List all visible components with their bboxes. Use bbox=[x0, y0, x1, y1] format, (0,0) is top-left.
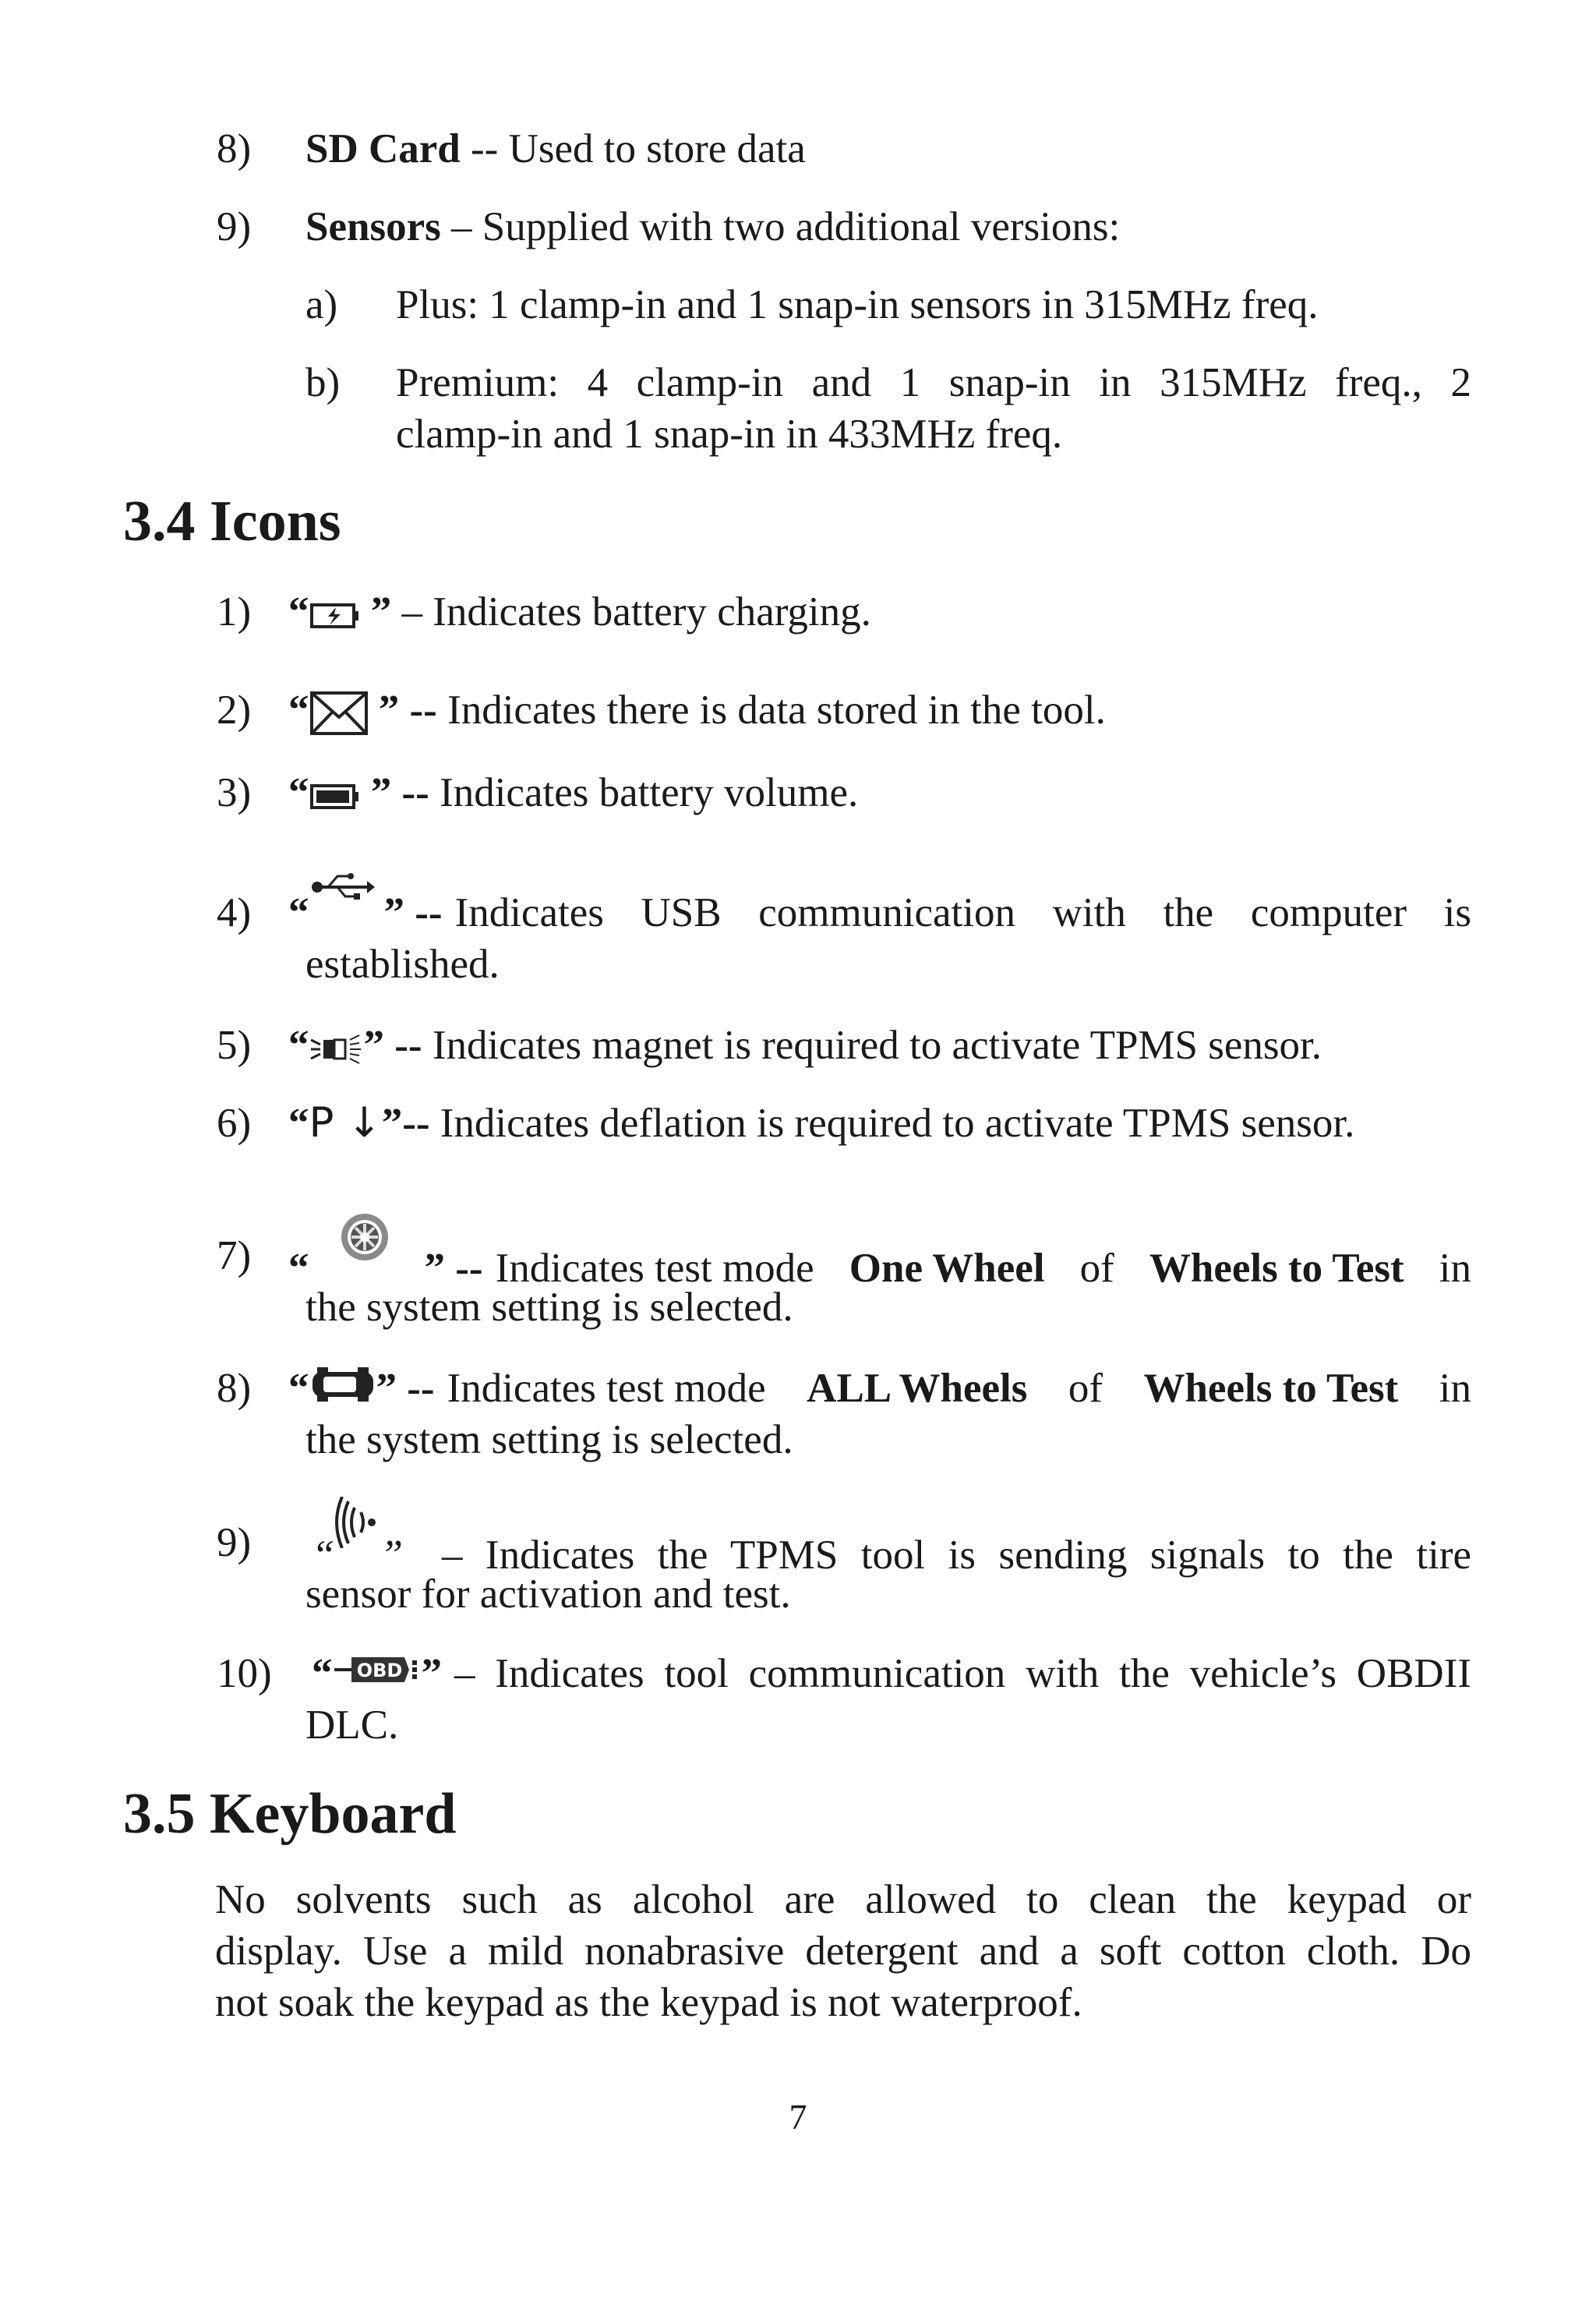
list-item bbox=[305, 201, 1120, 253]
paragraph-line: display. Use a mild nonabrasive detergent and a soft cotton cloth. Do bbox=[215, 1929, 1471, 1974]
deflation-icon: P ↓ bbox=[309, 1099, 382, 1147]
icon-item: “ ” -- Indicates there is data stored in the tool. bbox=[288, 684, 1106, 736]
obd-label: OBD bbox=[356, 1660, 402, 1681]
icon-description-line2: established. bbox=[305, 942, 500, 987]
list-number: 5) bbox=[217, 1023, 252, 1068]
sublist-item-line1: Premium: 4 clamp-in and 1 snap-in in 315MHz freq., 2 bbox=[396, 360, 1471, 405]
list-number: 9) bbox=[217, 204, 252, 249]
sublist-item-line2: clamp-in and 1 snap-in in 433MHz freq. bbox=[396, 412, 1063, 457]
icon-description-line1: Indicates test mode ALL Wheels of Wheels to Test in bbox=[447, 1366, 1471, 1411]
icon-description-line1: Indicates USB communication with the computer is bbox=[454, 890, 1471, 935]
section-heading-keyboard: 3.5 Keyboard bbox=[123, 1782, 457, 1846]
list-number: 8) bbox=[217, 126, 252, 171]
battery-charging-icon bbox=[309, 600, 361, 631]
sublist-letter: a) bbox=[305, 282, 338, 327]
icon-item: “ ” -- Indicates magnet is required to activate TPMS sensor. bbox=[288, 1023, 1322, 1068]
icon-description: – Indicates battery charging. bbox=[391, 589, 871, 635]
car-icon bbox=[309, 1367, 376, 1402]
item-term: SD Card bbox=[305, 126, 461, 171]
icon-item: “ ” -- Indicates test mode One Wheel of Wheels to Test in bbox=[288, 1230, 1471, 1294]
obd-icon bbox=[333, 1653, 422, 1687]
list-number: 7) bbox=[217, 1233, 252, 1278]
icon-item: “P ↓”-- Indicates deflation is required to activate TPMS sensor. bbox=[288, 1099, 1355, 1147]
icon-description-line1: – Indicates tool communication with the vehicle’s OBDII bbox=[454, 1651, 1471, 1696]
magnet-icon bbox=[309, 1032, 364, 1066]
icon-description-line2: sensor for activation and test. bbox=[305, 1571, 791, 1617]
icon-description-line1: – Indicates the TPMS tool is sending signals to the tire bbox=[441, 1533, 1471, 1578]
icon-item: “ ” -- Indicates USB communication with the computer is bbox=[288, 887, 1471, 939]
sublist-letter: b) bbox=[305, 360, 341, 405]
list-number: 2) bbox=[217, 688, 252, 733]
wheel-icon bbox=[339, 1211, 390, 1263]
list-number: 3) bbox=[217, 770, 252, 815]
item-term: Sensors bbox=[305, 204, 441, 249]
icon-description-line2: the system setting is selected. bbox=[305, 1417, 793, 1462]
icon-item: “ ” – Indicates battery charging. bbox=[288, 589, 871, 635]
paragraph-line: not soak the keypad as the keypad is not waterproof. bbox=[215, 1980, 1082, 2025]
signal-icon bbox=[334, 1497, 380, 1548]
icon-description-line1: Indicates test mode One Wheel of Wheels to Test in bbox=[495, 1246, 1471, 1291]
section-heading-icons: 3.4 Icons bbox=[123, 490, 341, 553]
list-number: 8) bbox=[217, 1366, 252, 1411]
icon-description: Indicates magnet is required to activate TPMS sensor. bbox=[422, 1023, 1322, 1068]
sublist-item: Plus: 1 clamp-in and 1 snap-in sensors in 315MHz freq. bbox=[396, 282, 1319, 327]
item-description: -- Used to store data bbox=[460, 126, 806, 171]
icon-item: “ ” – Indicates the TPMS tool is sending signals to the tire bbox=[312, 1517, 1471, 1581]
icon-description-line2: DLC. bbox=[305, 1702, 399, 1748]
icon-description: Indicates battery volume. bbox=[429, 770, 859, 815]
list-item bbox=[305, 123, 806, 175]
item-description: – Supplied with two additional versions: bbox=[440, 204, 1121, 249]
icon-item: “ ” -- Indicates battery volume. bbox=[288, 770, 859, 815]
envelope-icon bbox=[309, 691, 369, 736]
list-number: 4) bbox=[217, 890, 252, 935]
icon-description-line2: the system setting is selected. bbox=[305, 1285, 793, 1330]
icon-description: Indicates there is data stored in the tool. bbox=[436, 688, 1106, 733]
icon-item: “ ” -- Indicates test mode ALL Wheels of Wheels to Test in bbox=[288, 1363, 1471, 1414]
usb-icon bbox=[309, 870, 376, 904]
battery-full-icon bbox=[309, 782, 361, 811]
list-number: 9) bbox=[217, 1520, 252, 1565]
list-number: 1) bbox=[217, 589, 252, 635]
list-number: 10) bbox=[217, 1651, 272, 1696]
page-number: 7 bbox=[789, 2097, 807, 2137]
list-number: 6) bbox=[217, 1101, 252, 1146]
icon-description: Indicates deflation is required to activate TPMS sensor. bbox=[429, 1101, 1355, 1146]
icon-item: “ OBD ” – Indicates tool communication with the vehicle’s OBDII bbox=[312, 1648, 1471, 1699]
paragraph-line: No solvents such as alcohol are allowed to clean the keypad or bbox=[215, 1877, 1471, 1922]
